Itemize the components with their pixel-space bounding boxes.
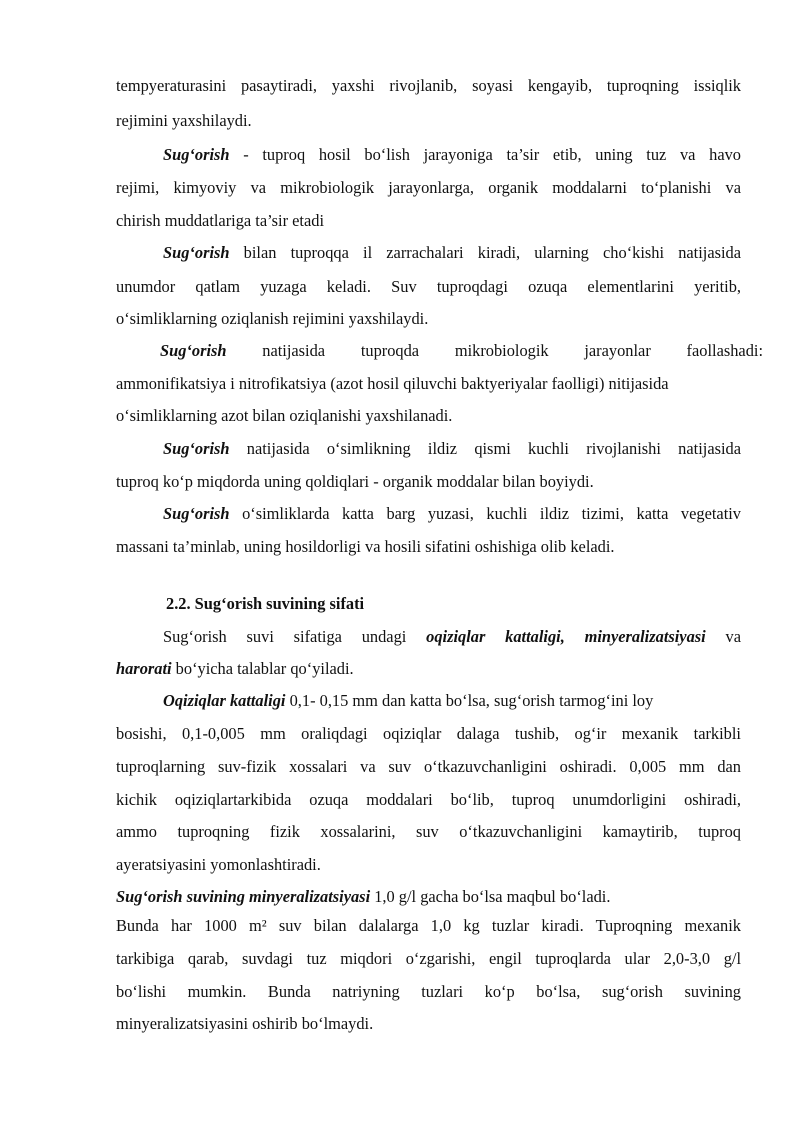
text-line: ammonifikatsiya i nitrofikatsiya (azot hosil qiluvchi baktyeriyalar faolligi) nitijasida — [116, 374, 669, 393]
paragraph-first-line: Oqiziqlar kattaligi 0,1- 0,15 mm dan katta bo‘lsa, sug‘orish tarmog‘ini loy — [163, 691, 654, 710]
text-line: o‘simliklarning azot bilan oziqlanishi yaxshilanadi. — [116, 406, 453, 425]
text-line: minyeralizatsiyasini oshirib bo‘lmaydi. — [116, 1014, 374, 1033]
text-line: tuproq ko‘p miqdorda uning qoldiqlari - organik moddalar bilan boyiydi. — [116, 472, 594, 491]
term-harorati: harorati — [116, 659, 172, 678]
text-line: ammo tuproqning fizik xossalarini, suv o‘tkazuvchanligini kamaytirib, tuproq — [116, 822, 741, 841]
term-sugorish: Sug‘orish — [163, 439, 230, 458]
text-line: chirish muddatlariga ta’sir etadi — [116, 211, 325, 230]
paragraph-first-line: Sug‘orish bilan tuproqqa il zarrachalari kiradi, ularning cho‘kishi natijasida — [163, 243, 741, 262]
paragraph-first-line: Sug‘orish - tuproq hosil bo‘lish jarayoniga ta’sir etib, uning tuz va havo — [163, 145, 741, 164]
text-line: Bunda har 1000 m² suv bilan dalalarga 1,0 kg tuzlar kiradi. Tuproqning mexanik — [116, 916, 741, 935]
text-line: ayeratsiyasini yomonlashtiradi. — [116, 855, 321, 874]
term-oqiziqlar: oqiziqlar kattaligi, minyeralizatsiyasi — [426, 627, 706, 646]
text-line: tempyeraturasini pasaytiradi, yaxshi rivojlanib, soyasi kengayib, tuproqning issiqlik — [116, 76, 741, 95]
paragraph-first-line: Sug‘orish natijasida o‘simlikning ildiz qismi kuchli rivojlanishi natijasida — [163, 439, 741, 458]
paragraph-first-line: Sug‘orish natijasida tuproqda mikrobiologik jarayonlar faollashadi: — [160, 341, 763, 360]
text-line: kichik oqiziqlartarkibida ozuqa moddalari bo‘lib, tuproq unumdorligini oshiradi, — [116, 790, 741, 809]
text-line: bo‘lishi mumkin. Bunda natriyning tuzlari ko‘p bo‘lsa, sug‘orish suvining — [116, 982, 741, 1001]
text-line: tuproqlarning suv-fizik xossalari va suv o‘tkazuvchanligini oshiradi. 0,005 mm dan — [116, 757, 741, 776]
text-line: massani ta’minlab, uning hosildorligi va hosili sifatini oshishiga olib keladi. — [116, 537, 615, 556]
text-line: harorati bo‘yicha talablar qo‘yiladi. — [116, 659, 354, 678]
text-line: Sug‘orish suvining minyeralizatsiyasi 1,0 g/l gacha bo‘lsa maqbul bo‘ladi. — [116, 887, 611, 906]
term-sugorish: Sug‘orish — [163, 145, 230, 164]
term-minyeralizatsiya: Sug‘orish suvining minyeralizatsiyasi — [116, 887, 371, 906]
term-sugorish: Sug‘orish — [163, 243, 230, 262]
term-sugorish: Sug‘orish — [160, 341, 227, 360]
text-line: unumdor qatlam yuzaga keladi. Suv tuproqdagi ozuqa elementlarini yeritib, — [116, 277, 741, 296]
term-oqiziqlar-kattaligi: Oqiziqlar kattaligi — [163, 691, 286, 710]
text-line: o‘simliklarning oziqlanish rejimini yaxshilaydi. — [116, 309, 429, 328]
section-heading: 2.2. Sug‘orish suvining sifati — [166, 594, 365, 613]
paragraph-first-line: Sug‘orish o‘simliklarda katta barg yuzasi, kuchli ildiz tizimi, katta vegetativ — [163, 504, 741, 523]
term-sugorish: Sug‘orish — [163, 504, 230, 523]
text-line: rejimini yaxshilaydi. — [116, 111, 252, 130]
text-line: rejimi, kimyoviy va mikrobiologik jarayonlarga, organik moddalarni to‘planishi va — [116, 178, 741, 197]
paragraph-first-line: Sug‘orish suvi sifatiga undagi oqiziqlar kattaligi, minyeralizatsiyasi va — [163, 627, 741, 646]
text-line: tarkibiga qarab, suvdagi tuz miqdori o‘zgarishi, engil tuproqlarda ular 2,0-3,0 g/l — [116, 949, 741, 968]
text-line: bosishi, 0,1-0,005 mm oraliqdagi oqiziqlar dalaga tushib, og‘ir mexanik tarkibli — [116, 724, 741, 743]
